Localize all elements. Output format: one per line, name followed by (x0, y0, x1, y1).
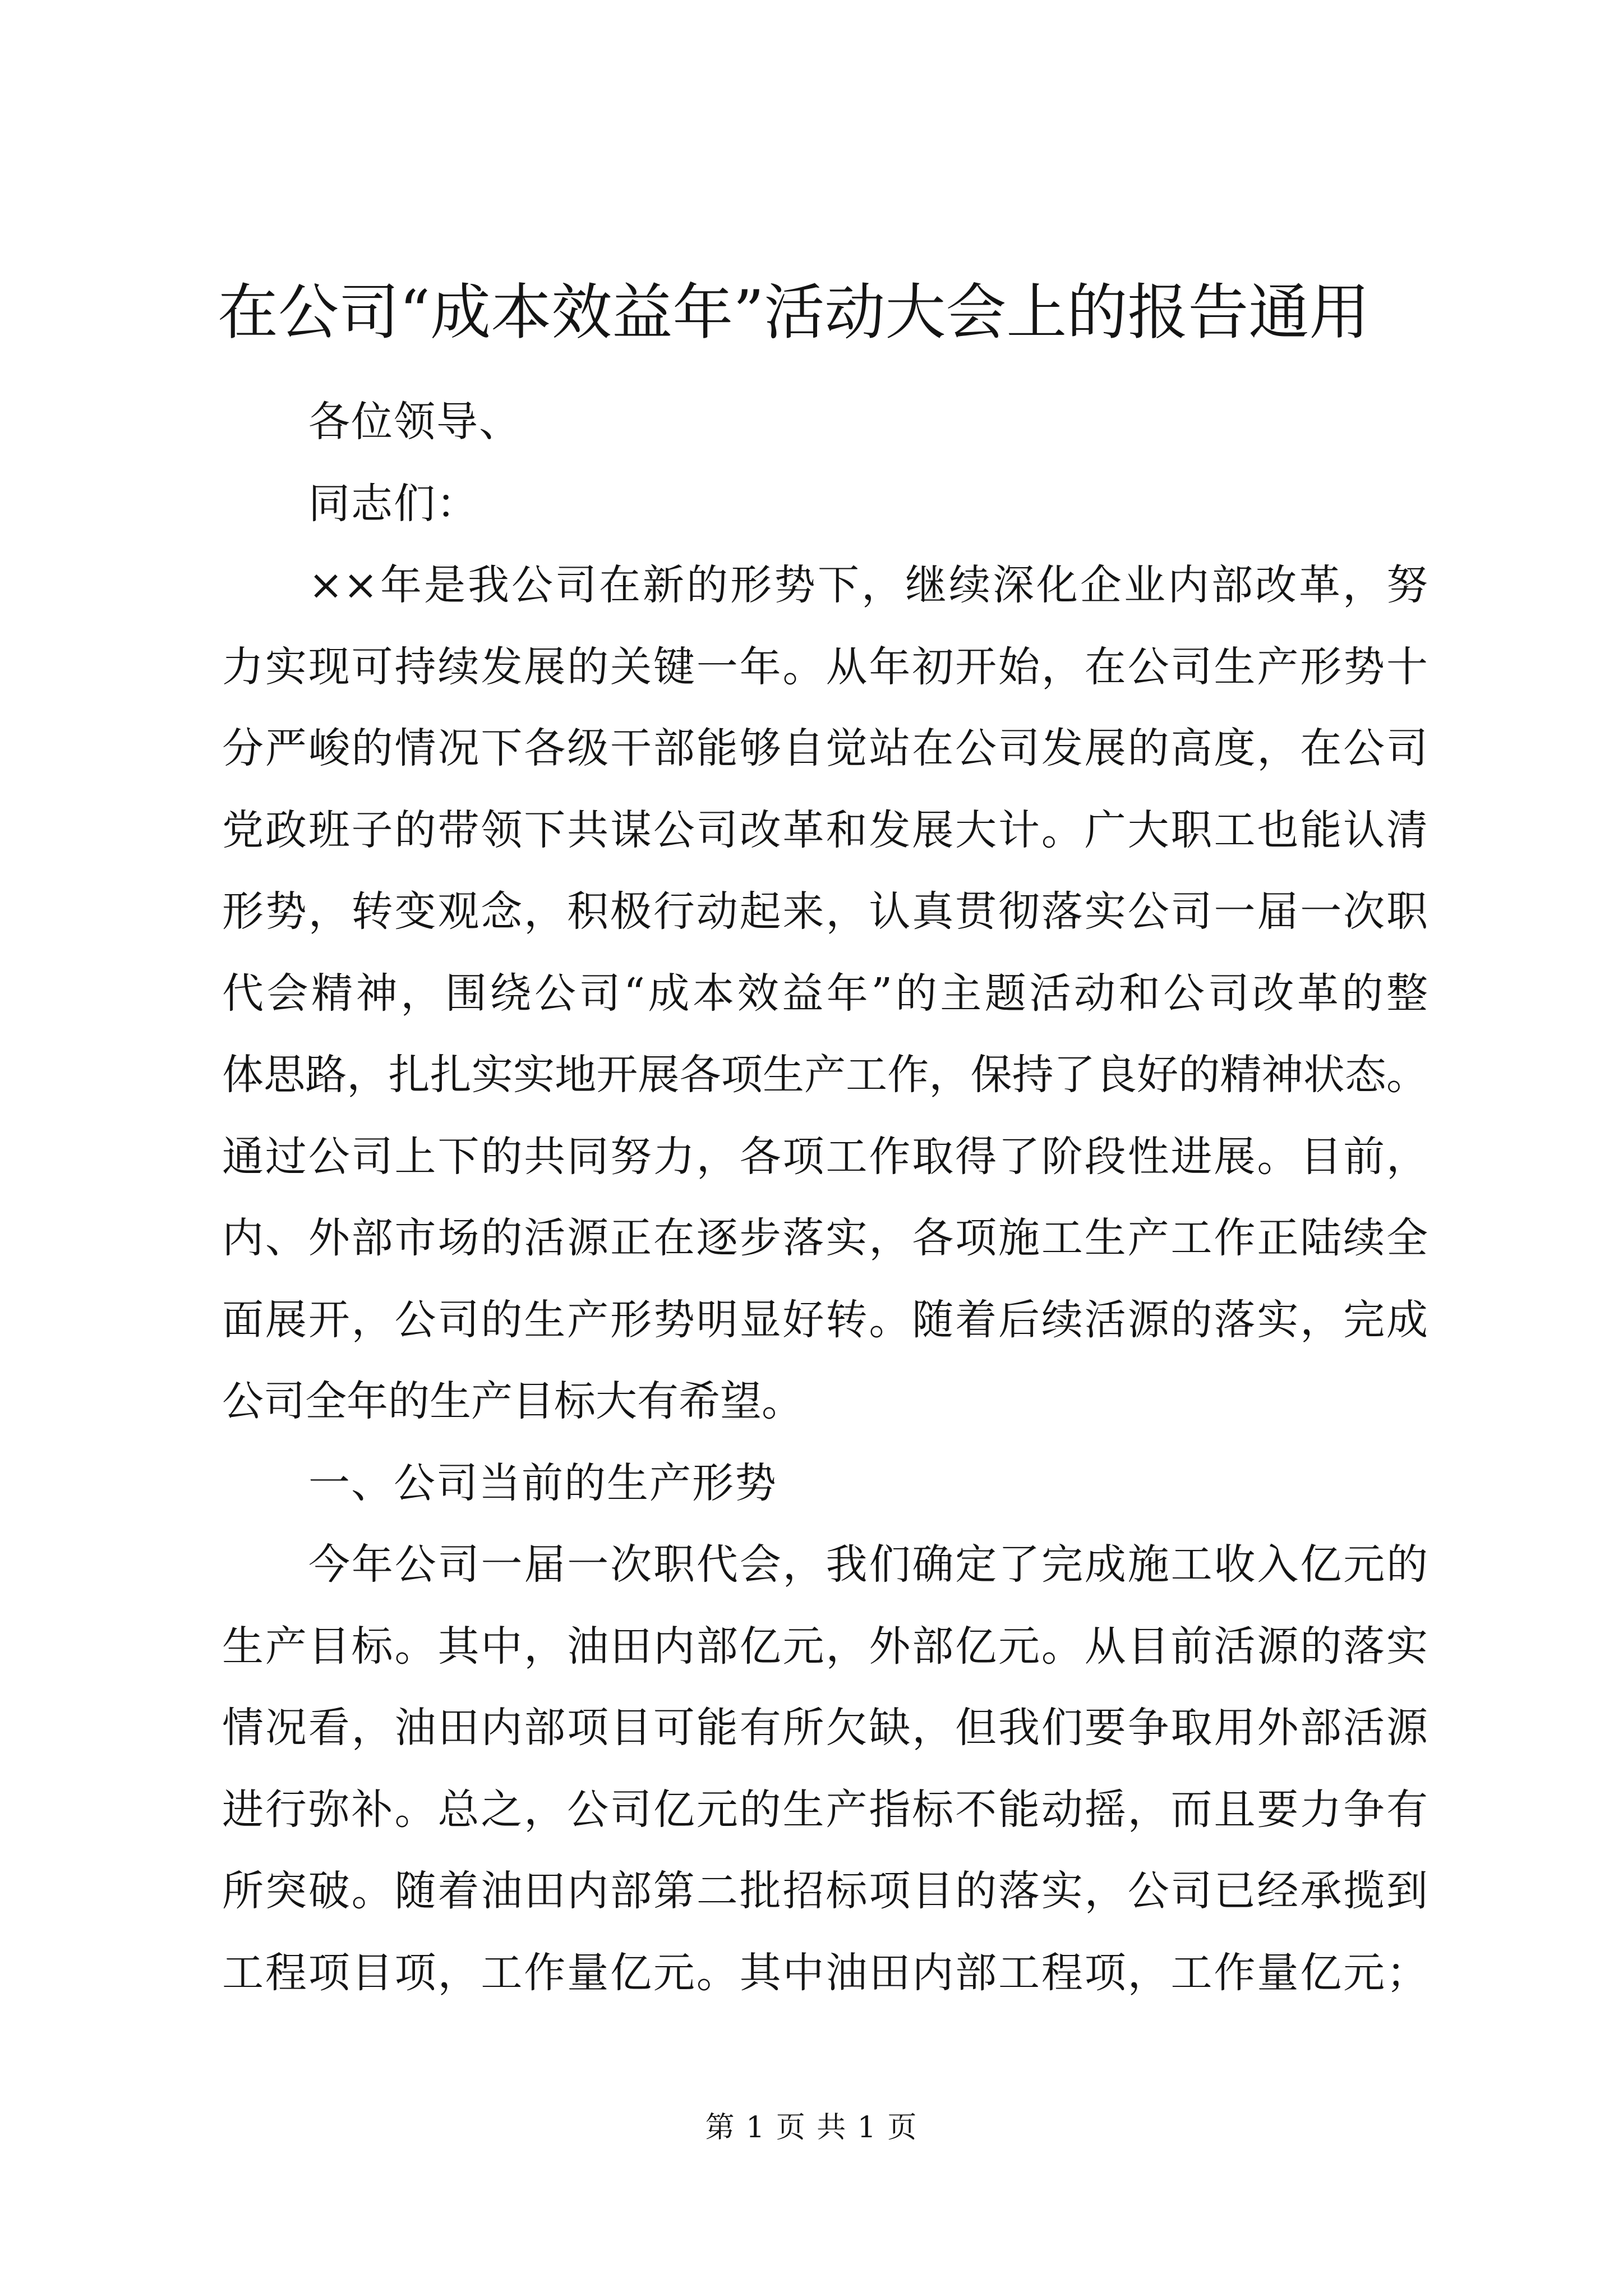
paragraph-line: 生产目标。其中，油田内部亿元，外部亿元。从目前活源的落实 (222, 1622, 1428, 1671)
paragraph-intro (222, 545, 1428, 1443)
paragraph-line: 体思路，扎扎实实地开展各项生产工作，保持了良好的精神状态。 (222, 1051, 1428, 1099)
document-title: 在公司“成本效益年”活动大会上的报告通用 (218, 278, 1370, 348)
page-footer: 第 1 页 共 1 页 (705, 2111, 918, 2145)
paragraph-line: 公司全年的生产目标大有希望。 (222, 1377, 803, 1425)
paragraph-production (222, 1524, 1428, 2014)
paragraph-line: 面展开，公司的生产形势明显好转。随着后续活源的落实，完成 (222, 1295, 1428, 1344)
paragraph-line: 今年公司一届一次职代会，我们确定了完成施工收入亿元的 (308, 1540, 1428, 1589)
paragraph-line: 内、外部市场的活源正在逐步落实，各项施工生产工作正陆续全 (222, 1214, 1428, 1262)
section-heading: 一、公司当前的生产形势 (308, 1458, 777, 1507)
salutation-comrades: 同志们： (308, 479, 479, 528)
paragraph-line: 代会精神，围绕公司“成本效益年”的主题活动和公司改革的整 (222, 969, 1428, 1018)
paragraph-line: 分严峻的情况下各级干部能够自觉站在公司发展的高度，在公司 (222, 724, 1428, 772)
paragraph-line: 力实现可持续发展的关键一年。从年初开始，在公司生产形势十 (222, 642, 1428, 691)
paragraph-line: ××年是我公司在新的形势下，继续深化企业内部改革，努 (308, 561, 1428, 609)
paragraph-line: 工程项目项，工作量亿元。其中油田内部工程项，工作量亿元； (222, 1948, 1428, 1997)
paragraph-line: 通过公司上下的共同努力，各项工作取得了阶段性进展。目前， (222, 1132, 1428, 1181)
salutation-leaders: 各位领导、 (308, 398, 522, 446)
paragraph-line: 党政班子的带领下共谋公司改革和发展大计。广大职工也能认清 (222, 806, 1428, 854)
paragraph-line: 所突破。随着油田内部第二批招标项目的落实，公司已经承揽到 (222, 1867, 1428, 1915)
document-body (222, 381, 1428, 2014)
paragraph-line: 形势，转变观念，积极行动起来，认真贯彻落实公司一届一次职 (222, 887, 1428, 936)
paragraph-line: 情况看，油田内部项目可能有所欠缺，但我们要争取用外部活源 (222, 1704, 1428, 1752)
paragraph-line: 进行弥补。总之，公司亿元的生产指标不能动摇，而且要力争有 (222, 1785, 1428, 1834)
